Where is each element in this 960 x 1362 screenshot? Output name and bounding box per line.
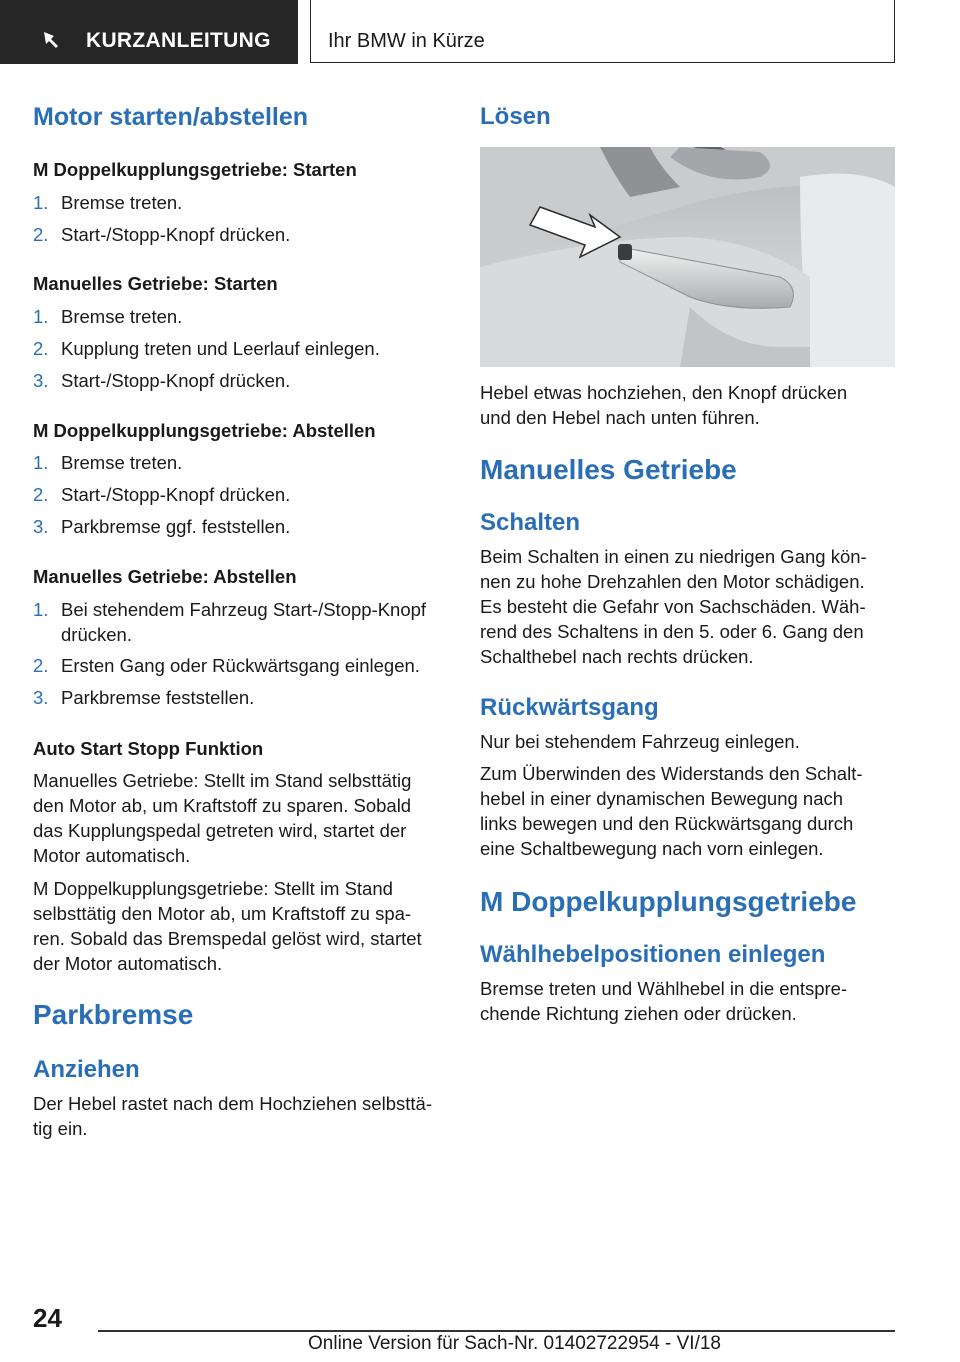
section-title-manuell: Manuelles Getriebe: [480, 454, 737, 485]
paragraph-line: Manuelles Getriebe: Stellt im Stand selbsttätig: [33, 770, 412, 791]
paragraph-line: Es besteht die Gefahr von Sachschäden. Wäh‐: [480, 596, 866, 617]
group-heading: M Doppelkupplungsgetriebe: Starten: [33, 159, 357, 180]
header-section-title: Ihr BMW in Kürze: [328, 30, 485, 52]
header-section-box: [310, 0, 895, 63]
handbrake-photo: [480, 147, 895, 367]
subsection-title-schalten: Schalten: [480, 509, 581, 536]
caption-line: Hebel etwas hochziehen, den Knopf drücken: [480, 382, 848, 403]
subsection-title-anziehen: Anziehen: [33, 1056, 140, 1083]
section-title-mdkg: M Doppelkupplungsgetriebe: [480, 886, 857, 917]
paragraph-line: Der Hebel rastet nach dem Hochziehen selbsttä‐: [33, 1093, 432, 1114]
header-tab: [0, 0, 298, 64]
paragraph-line: Beim Schalten in einen zu niedrigen Gang kön‐: [480, 546, 867, 567]
paragraph-line: M Doppelkupplungsgetriebe: Stellt im Stand: [33, 878, 393, 899]
group-heading: Manuelles Getriebe: Starten: [33, 273, 278, 294]
paragraph-line: links bewegen und den Rückwärtsgang durch: [480, 813, 854, 834]
paragraph-line: Bremse treten und Wählhebel in die entspre‐: [480, 978, 848, 999]
paragraph-line: tig ein.: [33, 1118, 88, 1139]
paragraph-line: Nur bei stehendem Fahrzeug einlegen.: [480, 731, 800, 752]
paragraph-line: Schalthebel nach rechts drücken.: [480, 646, 754, 667]
paragraph-line: eine Schaltbewegung nach vorn einlegen.: [480, 838, 824, 859]
paragraph-line: rend des Schaltens in den 5. oder 6. Gang den: [480, 621, 864, 642]
subsection-title-waehlhebel: Wählhebelpositionen einlegen: [480, 941, 826, 968]
wrench-arrow-icon: [42, 30, 64, 57]
section-title-motor: Motor starten/abstellen: [33, 103, 309, 131]
subsection-title-rueckwaertsgang: Rückwärtsgang: [480, 694, 659, 721]
paragraph-line: der Motor automatisch.: [33, 953, 223, 974]
subsection-title-loesen: Lösen: [480, 103, 551, 130]
page-number: 24: [33, 1303, 62, 1333]
group-heading: Auto Start Stopp Funktion: [33, 738, 264, 759]
group-heading: Manuelles Getriebe: Abstellen: [33, 566, 297, 587]
paragraph-line: Zum Überwinden des Widerstands den Schalt‐: [480, 763, 863, 784]
footer-online-version: Online Version für Sach-Nr. 01402722954 - VI/18: [308, 1333, 721, 1354]
paragraph-line: chende Richtung ziehen oder drücken.: [480, 1003, 797, 1024]
caption-line: und den Hebel nach unten führen.: [480, 407, 760, 428]
paragraph-line: ren. Sobald das Bremspedal gelöst wird, startet: [33, 928, 422, 949]
handbrake-illustration: [480, 147, 895, 367]
section-title-parkbremse: Parkbremse: [33, 999, 194, 1030]
header-tab-label: KURZANLEITUNG: [86, 29, 271, 52]
group-heading: M Doppelkupplungsgetriebe: Abstellen: [33, 420, 376, 441]
paragraph-line: hebel in einer dynamischen Bewegung nach: [480, 788, 844, 809]
paragraph-line: das Kupplungspedal getreten wird, startet der: [33, 820, 407, 841]
paragraph-line: nen zu hohe Drehzahlen den Motor schädigen.: [480, 571, 865, 592]
paragraph-line: selbsttätig den Motor ab, um Kraftstoff zu spa‐: [33, 903, 412, 924]
paragraph-line: den Motor ab, um Kraftstoff zu sparen. Sobald: [33, 795, 412, 816]
paragraph-line: Motor automatisch.: [33, 845, 191, 866]
